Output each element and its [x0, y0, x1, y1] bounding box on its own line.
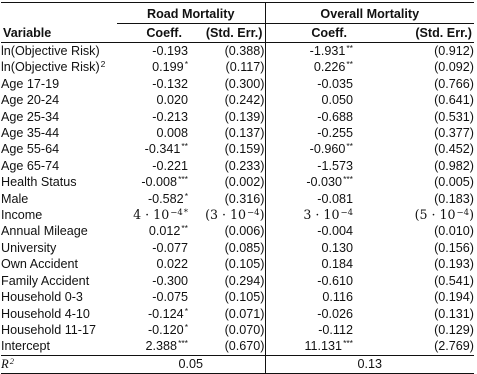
road-std-err-cell [188, 256, 265, 272]
table-row [1, 338, 474, 355]
variable-cell [1, 306, 117, 322]
variable-cell [1, 191, 117, 207]
variable-name: Annual Mileage [1, 224, 88, 239]
header-variable: Variable [1, 24, 117, 43]
column-header-row [1, 24, 474, 43]
variable-cell [1, 109, 117, 125]
variable-name: Household 4-10 [1, 306, 90, 321]
variable-name: Male [1, 191, 29, 206]
overall-std-err-cell [353, 322, 474, 338]
table-row [1, 43, 474, 60]
overall-std-err-cell [353, 76, 474, 92]
road-coeff-cell-value: 0.008 [156, 126, 188, 141]
road-std-err-cell [188, 158, 265, 174]
overall-coeff-cell-significance: *** [343, 338, 353, 349]
road-coeff-cell-value: 0.022 [156, 257, 188, 272]
overall-coeff-cell [265, 240, 353, 256]
overall-coeff-cell [265, 92, 353, 108]
overall-coeff-cell [265, 158, 353, 174]
overall-coeff-cell-value: 0.130 [321, 240, 353, 255]
table-row [1, 191, 474, 207]
overall-std-err-cell-value: (0.982) [434, 158, 474, 173]
overall-std-err-cell [353, 109, 474, 125]
overall-std-err-cell-value: (0.131) [434, 306, 474, 321]
overall-coeff-cell [265, 338, 353, 355]
road-std-err-cell [188, 141, 265, 157]
road-std-err-cell [188, 191, 265, 207]
road-coeff-cell [117, 158, 188, 174]
road-coeff-cell-value: -0.213 [152, 109, 188, 124]
road-coeff-cell [117, 207, 188, 223]
road-std-err-cell [188, 207, 265, 223]
overall-std-err-cell-value: (0.377) [434, 126, 474, 141]
road-coeff-cell-significance: *** [178, 338, 188, 349]
table-row [1, 306, 474, 322]
variable-cell [1, 158, 117, 174]
overall-std-err-cell [353, 125, 474, 141]
overall-std-err-cell-value: (0.531) [434, 109, 474, 124]
table-row [1, 223, 474, 239]
variable-cell [1, 174, 117, 190]
overall-coeff-cell-significance: ** [346, 141, 353, 152]
overall-coeff-cell-value: -0.112 [318, 322, 353, 337]
road-coeff-cell-value: -0.124 [147, 306, 184, 321]
variable-cell [1, 43, 117, 60]
overall-coeff-cell-significance: *** [343, 174, 353, 185]
overall-coeff-cell-value: 0.050 [321, 93, 353, 108]
table-row [1, 240, 474, 256]
overall-coeff-cell [265, 322, 353, 338]
overall-std-err-cell-value: (0.766) [434, 76, 474, 91]
road-coeff-cell-significance: * [183, 208, 188, 219]
variable-name: Age 35-44 [1, 126, 60, 141]
road-coeff-cell [117, 109, 188, 125]
road-coeff-cell [117, 191, 188, 207]
overall-coeff-cell [265, 191, 353, 207]
overall-coeff-cell-value: -1.573 [317, 158, 353, 173]
road-std-err-cell-value: (0.670) [224, 339, 265, 354]
r-squared-superscript: 2 [9, 355, 14, 366]
overall-std-err-cell [353, 158, 474, 174]
overall-std-err-cell-exponent: −4 [456, 208, 470, 219]
overall-coeff-cell-value: -0.688 [317, 109, 353, 124]
table-row [1, 174, 474, 190]
table-row [1, 158, 474, 174]
variable-name: Household 0-3 [1, 290, 83, 305]
road-coeff-cell-significance: * [184, 59, 188, 70]
road-std-err-cell-value: (0.105) [224, 290, 265, 305]
variable-cell [1, 256, 117, 272]
road-std-err-cell [188, 273, 265, 289]
overall-std-err-cell [353, 273, 474, 289]
variable-name: Age 20-24 [1, 93, 60, 108]
header-overall-std-err: (Std. Err.) [353, 24, 474, 43]
overall-std-err-cell [353, 240, 474, 256]
group-road-mortality: Road Mortality [117, 3, 265, 24]
road-coeff-cell-exponent: −4 [170, 208, 183, 219]
table-row [1, 289, 474, 305]
road-coeff-cell [117, 240, 188, 256]
overall-coeff-cell-value: -0.255 [317, 126, 353, 141]
overall-std-err-cell [353, 174, 474, 190]
variable-cell [1, 141, 117, 157]
overall-std-err-cell [353, 306, 474, 322]
overall-std-err-cell [353, 59, 474, 75]
road-std-err-cell [188, 174, 265, 190]
variable-cell [1, 76, 117, 92]
road-coeff-cell-value: -0.077 [152, 240, 188, 255]
overall-std-err-cell-value: (0.641) [434, 93, 474, 108]
table-row [1, 141, 474, 157]
variable-name: Household 11-17 [1, 322, 96, 337]
variable-name: Income [1, 208, 43, 223]
road-coeff-cell-significance: ** [181, 223, 188, 234]
table-row [1, 109, 474, 125]
overall-coeff-cell-value: -0.960 [309, 142, 346, 157]
table-row [1, 256, 474, 272]
overall-std-err-cell-value: (5 · 10 [414, 207, 456, 223]
variable-cell [1, 223, 117, 239]
variable-superscript: 2 [100, 59, 106, 70]
overall-coeff-cell [265, 125, 353, 141]
overall-coeff-cell [265, 306, 353, 322]
road-std-err-cell [188, 76, 265, 92]
road-std-err-cell-value: (0.105) [224, 257, 265, 272]
road-coeff-cell-value: -0.008 [141, 175, 178, 190]
r-squared-letter: R [1, 356, 9, 371]
variable-name: Age 65-74 [1, 158, 60, 173]
overall-coeff-cell-value: -0.026 [317, 306, 353, 321]
overall-std-err-cell [353, 141, 474, 157]
road-std-err-cell-value: (0.070) [224, 322, 265, 337]
variable-name: Intercept [1, 339, 51, 354]
road-std-err-cell-value: (0.085) [224, 240, 265, 255]
variable-name: Age 17-19 [1, 76, 60, 91]
road-std-err-cell [188, 109, 265, 125]
road-coeff-cell-value: -0.582 [147, 191, 184, 206]
road-std-err-cell-value: (0.233) [224, 158, 265, 173]
variable-name: ln(Objective Risk) [1, 60, 100, 75]
overall-coeff-cell [265, 273, 353, 289]
variable-name: ln(Objective Risk) [1, 44, 100, 58]
table-row [1, 92, 474, 108]
road-coeff-cell-value: 0.199 [152, 60, 184, 75]
overall-coeff-cell [265, 256, 353, 272]
overall-std-err-cell [353, 43, 474, 60]
overall-coeff-cell-significance: ** [346, 59, 353, 70]
road-coeff-cell [117, 256, 188, 272]
road-std-err-cell-value: (0.137) [224, 126, 265, 141]
road-std-err-cell-close: ) [259, 207, 265, 223]
road-coeff-cell-value: -0.193 [152, 44, 188, 58]
road-coeff-cell-value: -0.132 [152, 76, 188, 91]
road-coeff-cell [117, 174, 188, 190]
table-row [1, 76, 474, 92]
road-std-err-cell-value: (0.159) [224, 142, 265, 157]
road-coeff-cell [117, 125, 188, 141]
overall-coeff-cell [265, 207, 353, 223]
overall-std-err-cell [353, 92, 474, 108]
variable-name: Health Status [1, 175, 77, 190]
group-overall-mortality: Overall Mortality [265, 3, 474, 24]
group-header-row [1, 3, 474, 24]
variable-name: Own Accident [1, 257, 79, 272]
road-coeff-cell [117, 76, 188, 92]
r-squared-row [1, 355, 474, 373]
table-row [1, 125, 474, 141]
overall-coeff-cell-value: 0.184 [321, 257, 353, 272]
road-std-err-cell [188, 289, 265, 305]
road-coeff-cell-value: 4 · 10 [133, 207, 170, 223]
road-std-err-cell [188, 43, 265, 60]
variable-name: Age 55-64 [1, 142, 60, 157]
road-coeff-cell [117, 92, 188, 108]
variable-cell [1, 273, 117, 289]
overall-coeff-cell-significance: ** [346, 43, 353, 53]
overall-std-err-cell-close: ) [469, 207, 474, 223]
variable-cell [1, 338, 117, 355]
variable-name: University [1, 240, 57, 255]
road-coeff-cell-value: 0.020 [156, 93, 188, 108]
road-std-err-cell [188, 338, 265, 355]
road-std-err-cell [188, 223, 265, 239]
road-std-err-cell-value: (0.300) [224, 76, 265, 91]
road-std-err-cell-value: (0.388) [224, 44, 265, 58]
overall-std-err-cell [353, 191, 474, 207]
overall-std-err-cell [353, 223, 474, 239]
overall-std-err-cell-value: (0.092) [434, 60, 474, 75]
variable-cell [1, 322, 117, 338]
regression-table [1, 2, 474, 374]
overall-std-err-cell-value: (0.912) [434, 44, 474, 58]
overall-std-err-cell [353, 338, 474, 355]
road-std-err-cell [188, 92, 265, 108]
road-std-err-cell-value: (0.139) [224, 109, 265, 124]
road-coeff-cell-significance: *** [178, 174, 188, 185]
overall-std-err-cell [353, 289, 474, 305]
overall-std-err-cell-value: (0.194) [434, 290, 474, 305]
table-row [1, 207, 474, 223]
overall-coeff-cell-value: -0.081 [317, 191, 353, 206]
overall-coeff-cell-value: 11.131 [304, 339, 343, 354]
overall-std-err-cell-value: (0.452) [434, 142, 474, 157]
variable-cell [1, 240, 117, 256]
road-coeff-cell [117, 273, 188, 289]
road-coeff-cell-value: 0.012 [148, 224, 181, 239]
header-overall-coeff: Coeff. [265, 24, 353, 43]
overall-std-err-cell-value: (0.129) [434, 322, 474, 337]
road-coeff-cell-value: -0.341 [144, 142, 181, 157]
road-std-err-cell-value: (0.316) [224, 191, 265, 206]
overall-coeff-cell-value: -0.030 [306, 175, 343, 190]
overall-coeff-cell-value: 0.226 [313, 60, 346, 75]
overall-coeff-cell [265, 76, 353, 92]
r-squared-label [1, 355, 117, 373]
overall-coeff-cell-value: -0.610 [317, 273, 353, 288]
road-coeff-cell [117, 322, 188, 338]
overall-coeff-cell [265, 174, 353, 190]
road-r-squared: 0.05 [117, 355, 265, 373]
road-coeff-cell-significance: * [184, 305, 188, 316]
variable-cell [1, 125, 117, 141]
overall-std-err-cell-value: (0.541) [434, 273, 474, 288]
road-coeff-cell [117, 223, 188, 239]
road-std-err-cell [188, 59, 265, 75]
overall-std-err-cell-value: (0.005) [434, 175, 474, 190]
overall-coeff-cell-exponent: −4 [340, 208, 353, 219]
overall-std-err-cell-value: (0.010) [434, 224, 474, 239]
road-coeff-cell-value: -0.120 [147, 322, 184, 337]
table-row [1, 273, 474, 289]
road-std-err-cell [188, 306, 265, 322]
overall-std-err-cell [353, 207, 474, 223]
road-std-err-cell-value: (0.006) [224, 224, 265, 239]
road-std-err-cell [188, 322, 265, 338]
road-coeff-cell-significance: * [184, 190, 188, 201]
overall-coeff-cell-value: -0.035 [317, 76, 353, 91]
road-coeff-cell [117, 43, 188, 60]
overall-coeff-cell [265, 223, 353, 239]
overall-r-squared: 0.13 [265, 355, 474, 373]
road-std-err-cell-value: (0.294) [224, 273, 265, 288]
variable-cell [1, 92, 117, 108]
road-std-err-cell-value: (0.002) [224, 175, 265, 190]
variable-cell [1, 59, 117, 75]
road-std-err-cell [188, 125, 265, 141]
road-std-err-cell-value: (0.117) [225, 60, 265, 75]
road-coeff-cell-significance: * [184, 321, 188, 332]
overall-coeff-cell-value: -1.931 [309, 44, 346, 58]
road-std-err-cell-value: (0.242) [224, 93, 265, 108]
road-coeff-cell [117, 289, 188, 305]
road-coeff-cell-value: 2.388 [145, 339, 178, 354]
road-coeff-cell [117, 141, 188, 157]
overall-coeff-cell [265, 289, 353, 305]
table-row [1, 59, 474, 75]
overall-coeff-cell [265, 109, 353, 125]
overall-coeff-cell [265, 59, 353, 75]
overall-std-err-cell [353, 256, 474, 272]
header-road-coeff: Coeff. [117, 24, 188, 43]
variable-cell [1, 207, 117, 223]
overall-coeff-cell [265, 43, 353, 60]
variable-name: Family Accident [1, 273, 90, 288]
road-std-err-cell-exponent: −4 [247, 208, 260, 219]
header-road-std-err: (Std. Err.) [188, 24, 265, 43]
overall-std-err-cell-value: (0.183) [434, 191, 474, 206]
overall-coeff-cell-value: 0.116 [322, 290, 353, 305]
overall-std-err-cell-value: (0.156) [434, 240, 474, 255]
variable-cell [1, 289, 117, 305]
road-coeff-cell-significance: ** [181, 141, 188, 152]
road-coeff-cell-value: -0.075 [152, 290, 188, 305]
road-std-err-cell [188, 240, 265, 256]
road-std-err-cell-value: (3 · 10 [205, 207, 247, 223]
road-coeff-cell-value: -0.300 [152, 273, 188, 288]
overall-coeff-cell-value: 3 · 10 [303, 207, 340, 223]
road-coeff-cell-value: -0.221 [152, 158, 188, 173]
table-row [1, 322, 474, 338]
overall-std-err-cell-value: (2.769) [434, 339, 474, 354]
overall-coeff-cell [265, 141, 353, 157]
road-coeff-cell [117, 306, 188, 322]
road-coeff-cell [117, 59, 188, 75]
overall-std-err-cell-value: (0.193) [434, 257, 474, 272]
variable-name: Age 25-34 [1, 109, 60, 124]
road-coeff-cell [117, 338, 188, 355]
overall-coeff-cell-value: -0.004 [317, 224, 353, 239]
road-std-err-cell-value: (0.071) [224, 306, 265, 321]
